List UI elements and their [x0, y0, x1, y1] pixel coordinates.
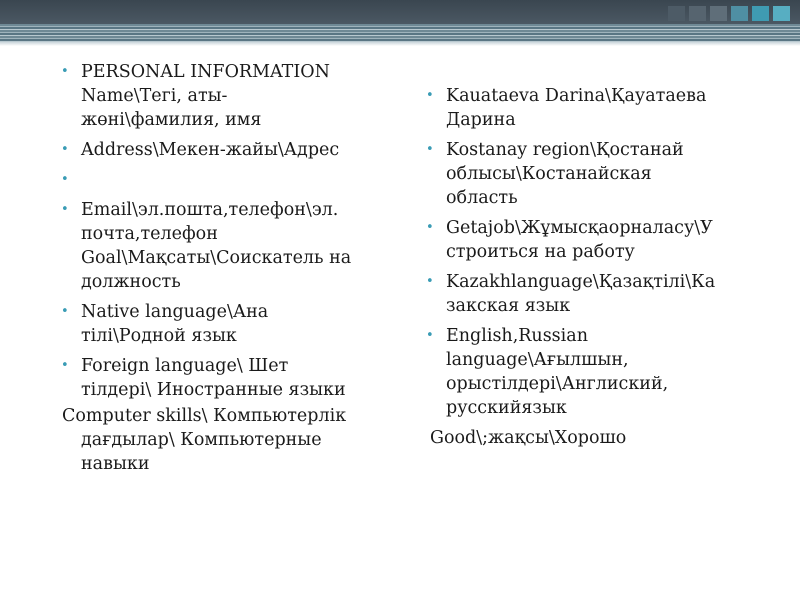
list-item-line: Kauataeva Darina\Қауатаева [446, 86, 707, 106]
list-item-line: Kazakhlanguage\Қазақтілі\Ка [446, 272, 716, 292]
bullet-icon: • [61, 202, 69, 217]
bullet-icon: • [61, 142, 69, 157]
bullet-icon: • [426, 88, 434, 103]
bullet-icon: • [61, 304, 69, 319]
list-item [60, 60, 400, 132]
list-item-line: Address\Мекен-жайы\Адрес [81, 140, 340, 160]
list-item-line: Kostanay region\Қостанай [446, 140, 684, 160]
right-plain-text [430, 426, 775, 450]
bullet-icon: • [61, 172, 69, 187]
list-item-line: облысы\Костанайская [446, 164, 652, 184]
list-item-line: тілдері\ Иностранные языки [81, 380, 346, 400]
left-bullet-list [60, 60, 400, 402]
list-item [425, 324, 770, 420]
list-item [60, 138, 400, 162]
plain-text-line: Good\;жақсы\Хорошо [430, 428, 627, 448]
list-item-line: жөні\фамилия, имя [81, 110, 262, 130]
bullet-icon: • [426, 328, 434, 343]
corner-tile [773, 6, 790, 21]
right-bullet-list [425, 84, 770, 420]
list-item [60, 168, 400, 192]
list-item-line: English,Russian [446, 326, 588, 346]
corner-tile [689, 6, 706, 21]
corner-tile [752, 6, 769, 21]
list-item-line: тілі\Родной язык [81, 326, 237, 346]
list-item-line: русскийязык [446, 398, 567, 418]
list-item-line: строиться на работу [446, 242, 635, 262]
corner-tile [710, 6, 727, 21]
left-column [60, 60, 400, 476]
list-item-line: PERSONAL INFORMATION [81, 62, 330, 82]
list-item-line: Foreign language\ Шет [81, 356, 289, 376]
list-item [60, 354, 400, 402]
plain-text-line: навыки [81, 454, 150, 474]
list-item-line: почта,телефон [81, 224, 218, 244]
bullet-icon: • [426, 142, 434, 157]
header-fade [0, 42, 800, 46]
bullet-icon: • [61, 358, 69, 373]
list-item-line: должность [81, 272, 181, 292]
bullet-icon: • [61, 64, 69, 79]
list-item-line: Native language\Ана [81, 302, 269, 322]
list-item-line: Name\Тегі, аты- [81, 86, 228, 106]
list-item-line: Дарина [446, 110, 516, 130]
corner-tile [668, 6, 685, 21]
bullet-icon: • [426, 274, 434, 289]
list-item-line: закская язык [446, 296, 571, 316]
list-item-line: орыстілдері\Англиский, [446, 374, 669, 394]
list-item [60, 300, 400, 348]
left-plain-text [62, 404, 402, 476]
plain-text-line: дағдылар\ Компьютерные [81, 430, 322, 450]
list-item [425, 216, 770, 264]
corner-tile [731, 6, 748, 21]
plain-text-line: Computer skills\ Компьютерлік [62, 406, 347, 426]
right-column [425, 84, 770, 450]
corner-tiles [668, 6, 790, 21]
list-item [60, 198, 400, 294]
list-item-line: область [446, 188, 518, 208]
list-item-line: language\Ағылшын, [446, 350, 629, 370]
list-item [425, 138, 770, 210]
list-item [425, 84, 770, 132]
bullet-icon: • [426, 220, 434, 235]
header-stripes [0, 24, 800, 42]
list-item-line: Getajob\Жұмысқаорналасу\У [446, 218, 713, 238]
list-item [425, 270, 770, 318]
list-item-line: Goal\Мақсаты\Соискатель на [81, 248, 352, 268]
list-item-line [81, 168, 400, 192]
list-item-line: Email\эл.пошта,телефон\эл. [81, 200, 339, 220]
